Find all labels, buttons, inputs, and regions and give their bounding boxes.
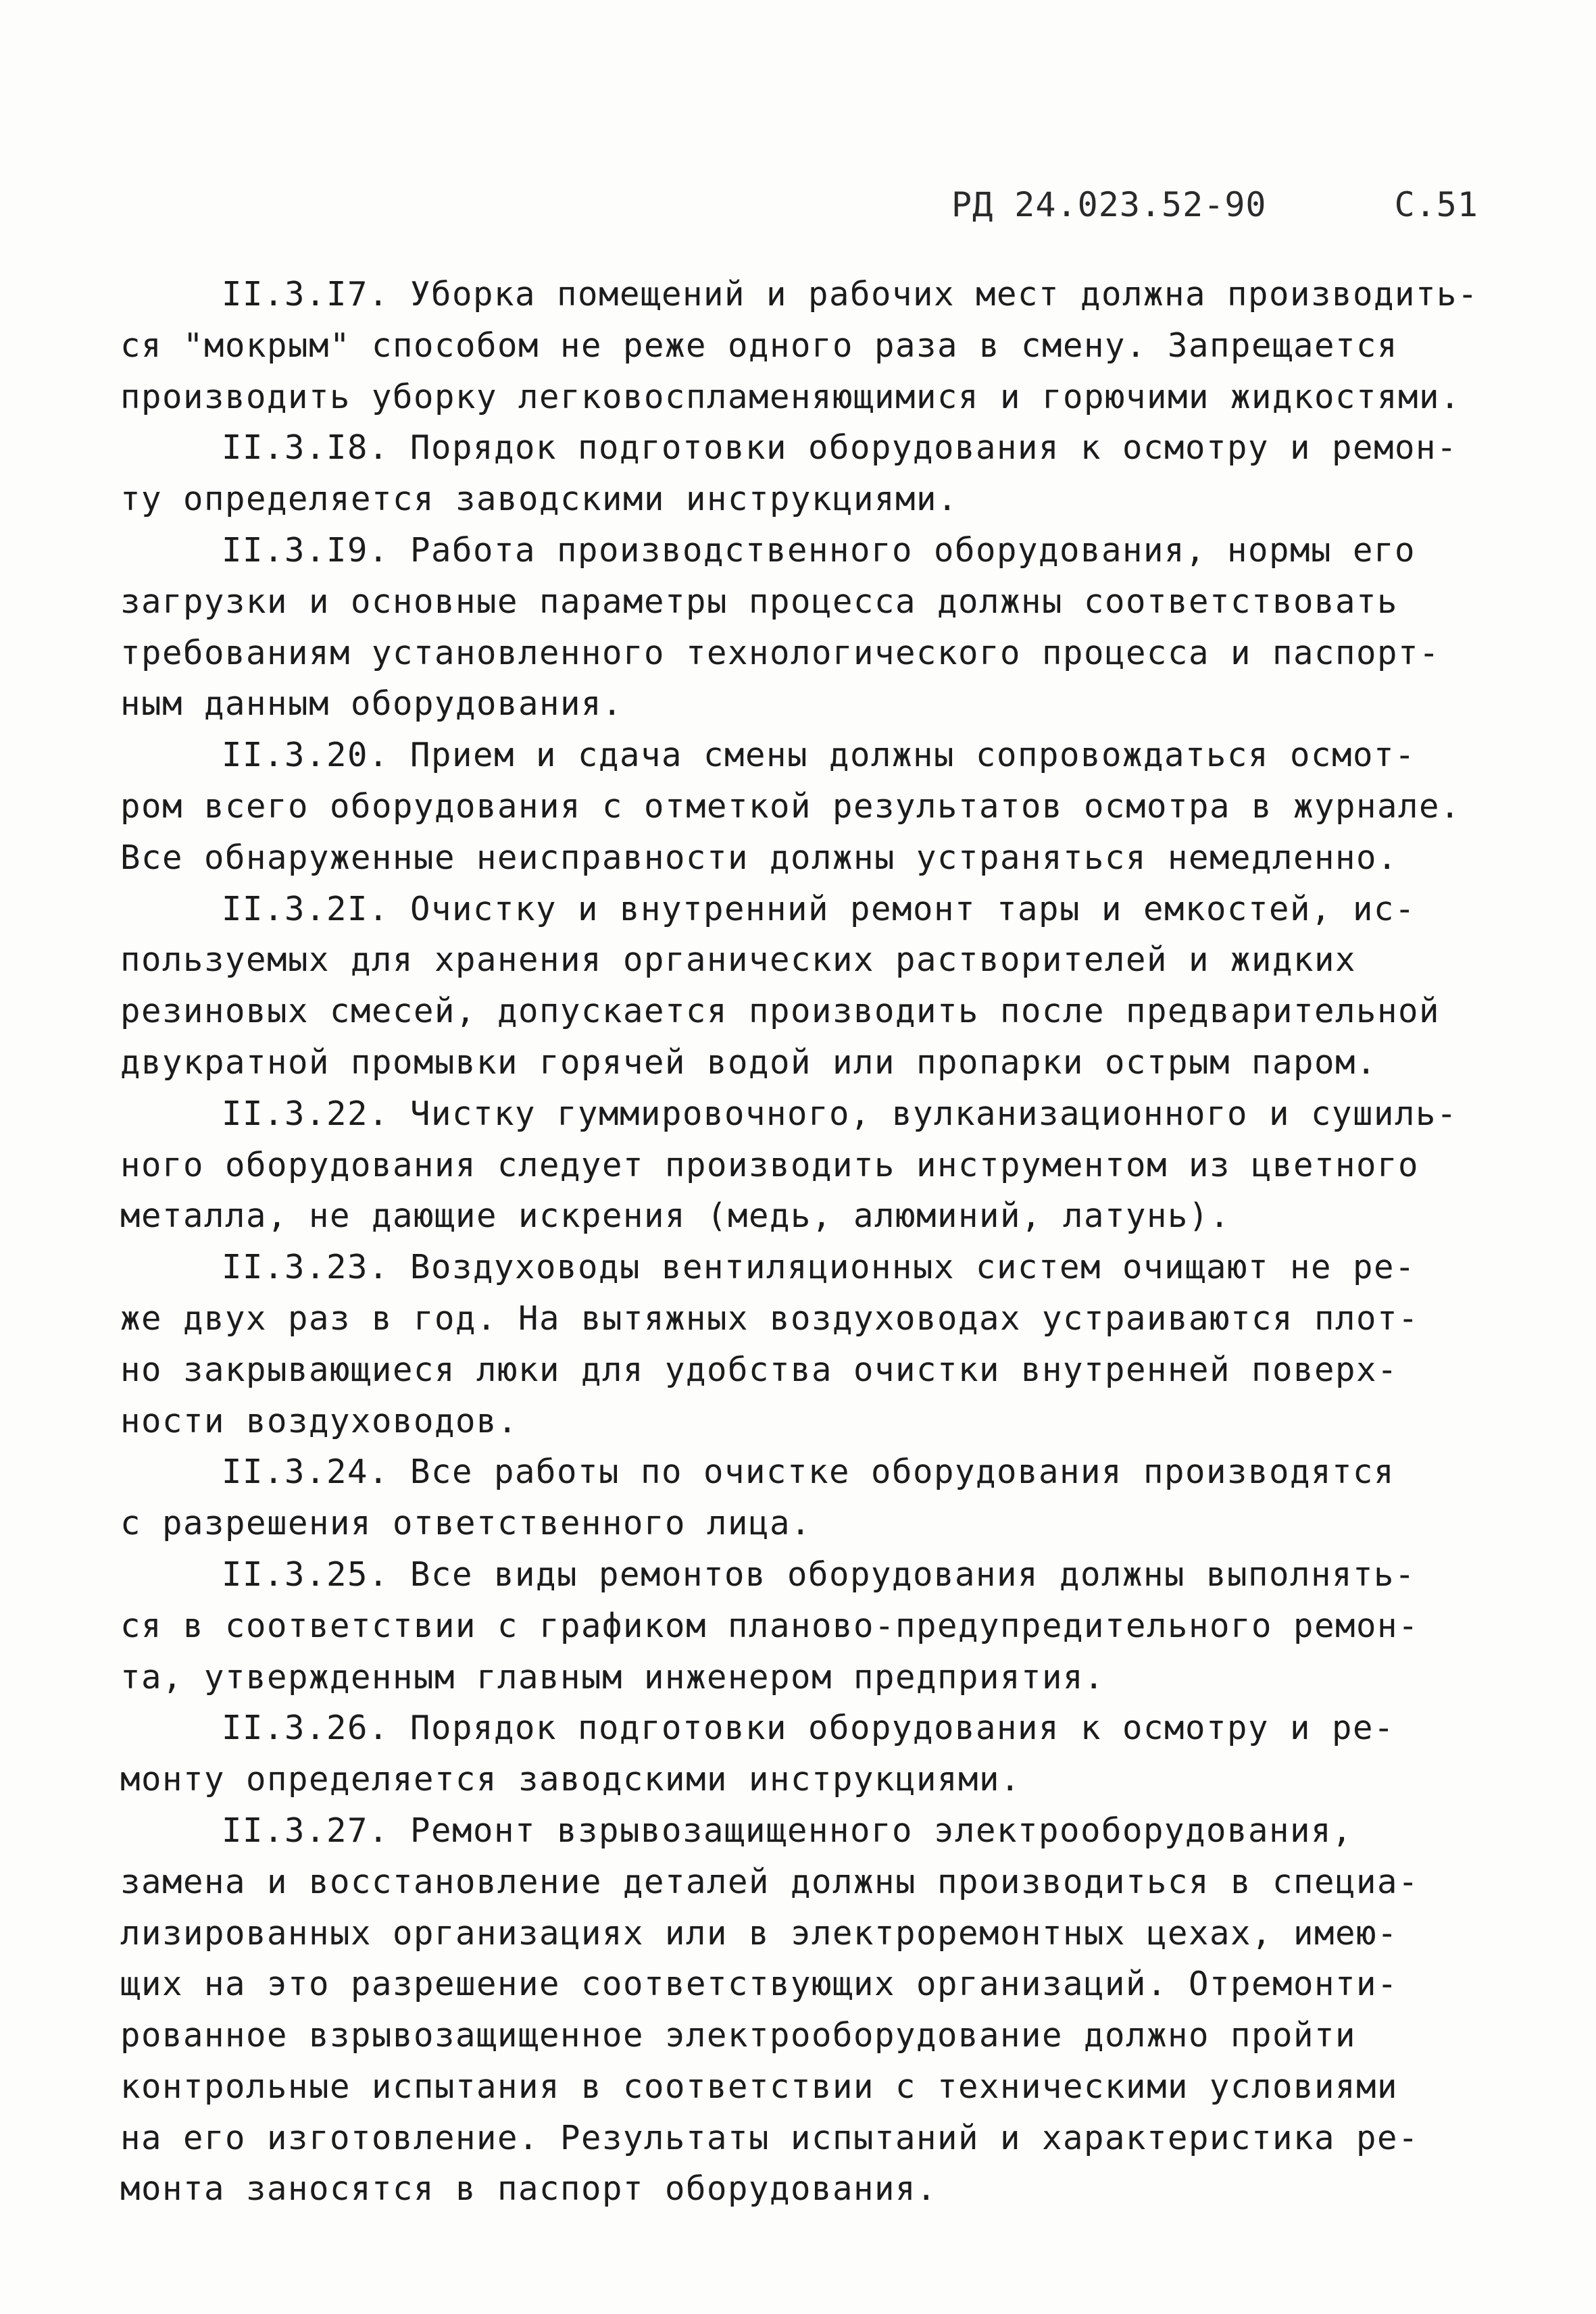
text-line: II.3.23. Воздуховоды вентиляционных систем очищают не ре- [222, 1248, 1416, 1287]
text-line: монта заносятся в паспорт оборудования. [120, 2169, 938, 2209]
paragraph-11-3-22 [120, 1088, 1505, 1242]
text-line: но закрывающиеся люки для удобства очистки внутренней поверх- [120, 1350, 1399, 1389]
paragraph-11-3-20 [120, 730, 1505, 883]
text-line: на его изготовление. Результаты испытаний и характеристика ре- [120, 2118, 1420, 2157]
text-line: лизированных организациях или в электроремонтных цехах, имею- [120, 1913, 1399, 1953]
text-line: щих на это разрешение соответствующих организаций. Отремонти- [120, 1965, 1399, 2004]
text-line: требованиям установленного технологического процесса и паспорт- [120, 633, 1441, 672]
text-line: ного оборудования следует производить инструментом из цветного [120, 1145, 1420, 1184]
text-line: пользуемых для хранения органических растворителей и жидких [120, 940, 1357, 980]
text-line: II.3.26. Порядок подготовки оборудования к осмотру и ре- [222, 1709, 1395, 1748]
document-body [120, 269, 1505, 2215]
text-line: II.3.24. Все работы по очистке оборудования производятся [222, 1453, 1395, 1492]
paragraph-11-3-17 [120, 269, 1505, 422]
text-line: II.3.22. Чистку гуммировочного, вулканизационного и сушиль- [222, 1094, 1458, 1133]
paragraph-11-3-23 [120, 1242, 1505, 1447]
paragraph-11-3-25 [120, 1549, 1505, 1703]
paragraph-11-3-18 [120, 422, 1505, 525]
text-line: II.3.2I. Очистку и внутренний ремонт тары и емкостей, ис- [222, 889, 1416, 928]
text-line: II.3.I7. Уборка помещений и рабочих мест должна производить- [222, 275, 1479, 313]
paragraph-11-3-24 [120, 1447, 1505, 1549]
document-code: РД 24.023.52-90 [951, 185, 1267, 224]
text-line: ности воздуховодов. [120, 1401, 519, 1440]
text-line: та, утвержденным главным инженером предприятия. [120, 1657, 1105, 1696]
text-line: контрольные испытания в соответствии с техническими условиями [120, 2067, 1399, 2106]
text-line: двукратной промывки горячей водой или пропарки острым паром. [120, 1042, 1378, 1082]
text-line: ром всего оборудования с отметкой результатов осмотра в журнале. [120, 786, 1462, 826]
text-line: II.3.I8. Порядок подготовки оборудования к осмотру и ремон- [222, 428, 1458, 468]
page-header [951, 181, 1478, 228]
text-line: производить уборку легковоспламеняющимися и горючими жидкостями. [120, 377, 1462, 416]
text-line: ся "мокрым" способом не реже одного раза в смену. Запрещается [120, 326, 1399, 365]
text-line: загрузки и основные параметры процесса должны соответствовать [120, 582, 1399, 621]
text-line: замена и восстановление деталей должны производиться в специа- [120, 1862, 1420, 1901]
text-line: с разрешения ответственного лица. [120, 1504, 812, 1543]
text-line: ся в соответствии с графиком планово-предупредительного ремон- [120, 1606, 1420, 1645]
text-line: II.3.20. Прием и сдача смены должны сопровождаться осмот- [222, 736, 1416, 775]
text-line: металла, не дающие искрения (медь, алюминий, латунь). [120, 1197, 1231, 1236]
page-number: С.51 [1394, 185, 1478, 224]
paragraph-11-3-21 [120, 884, 1505, 1088]
paragraph-11-3-19 [120, 525, 1505, 730]
text-line: II.3.27. Ремонт взрывозащищенного электрооборудования, [222, 1811, 1353, 1850]
text-line: ту определяется заводскими инструкциями. [120, 480, 959, 519]
paragraph-11-3-27 [120, 1805, 1505, 2215]
text-line: ным данным оборудования. [120, 684, 624, 724]
text-line: II.3.I9. Работа производственного оборудования, нормы его [222, 530, 1416, 570]
text-line: Все обнаруженные неисправности должны устраняться немедленно. [120, 838, 1399, 877]
paragraph-11-3-26 [120, 1703, 1505, 1805]
text-line: II.3.25. Все виды ремонтов оборудования должны выполнять- [222, 1555, 1416, 1594]
text-line: резиновых смесей, допускается производить после предварительной [120, 992, 1441, 1031]
text-line: же двух раз в год. На вытяжных воздуховодах устраиваются плот- [120, 1299, 1420, 1338]
text-line: монту определяется заводскими инструкциями. [120, 1760, 1022, 1799]
text-line: рованное взрывозащищенное электрооборудование должно пройти [120, 2016, 1357, 2055]
